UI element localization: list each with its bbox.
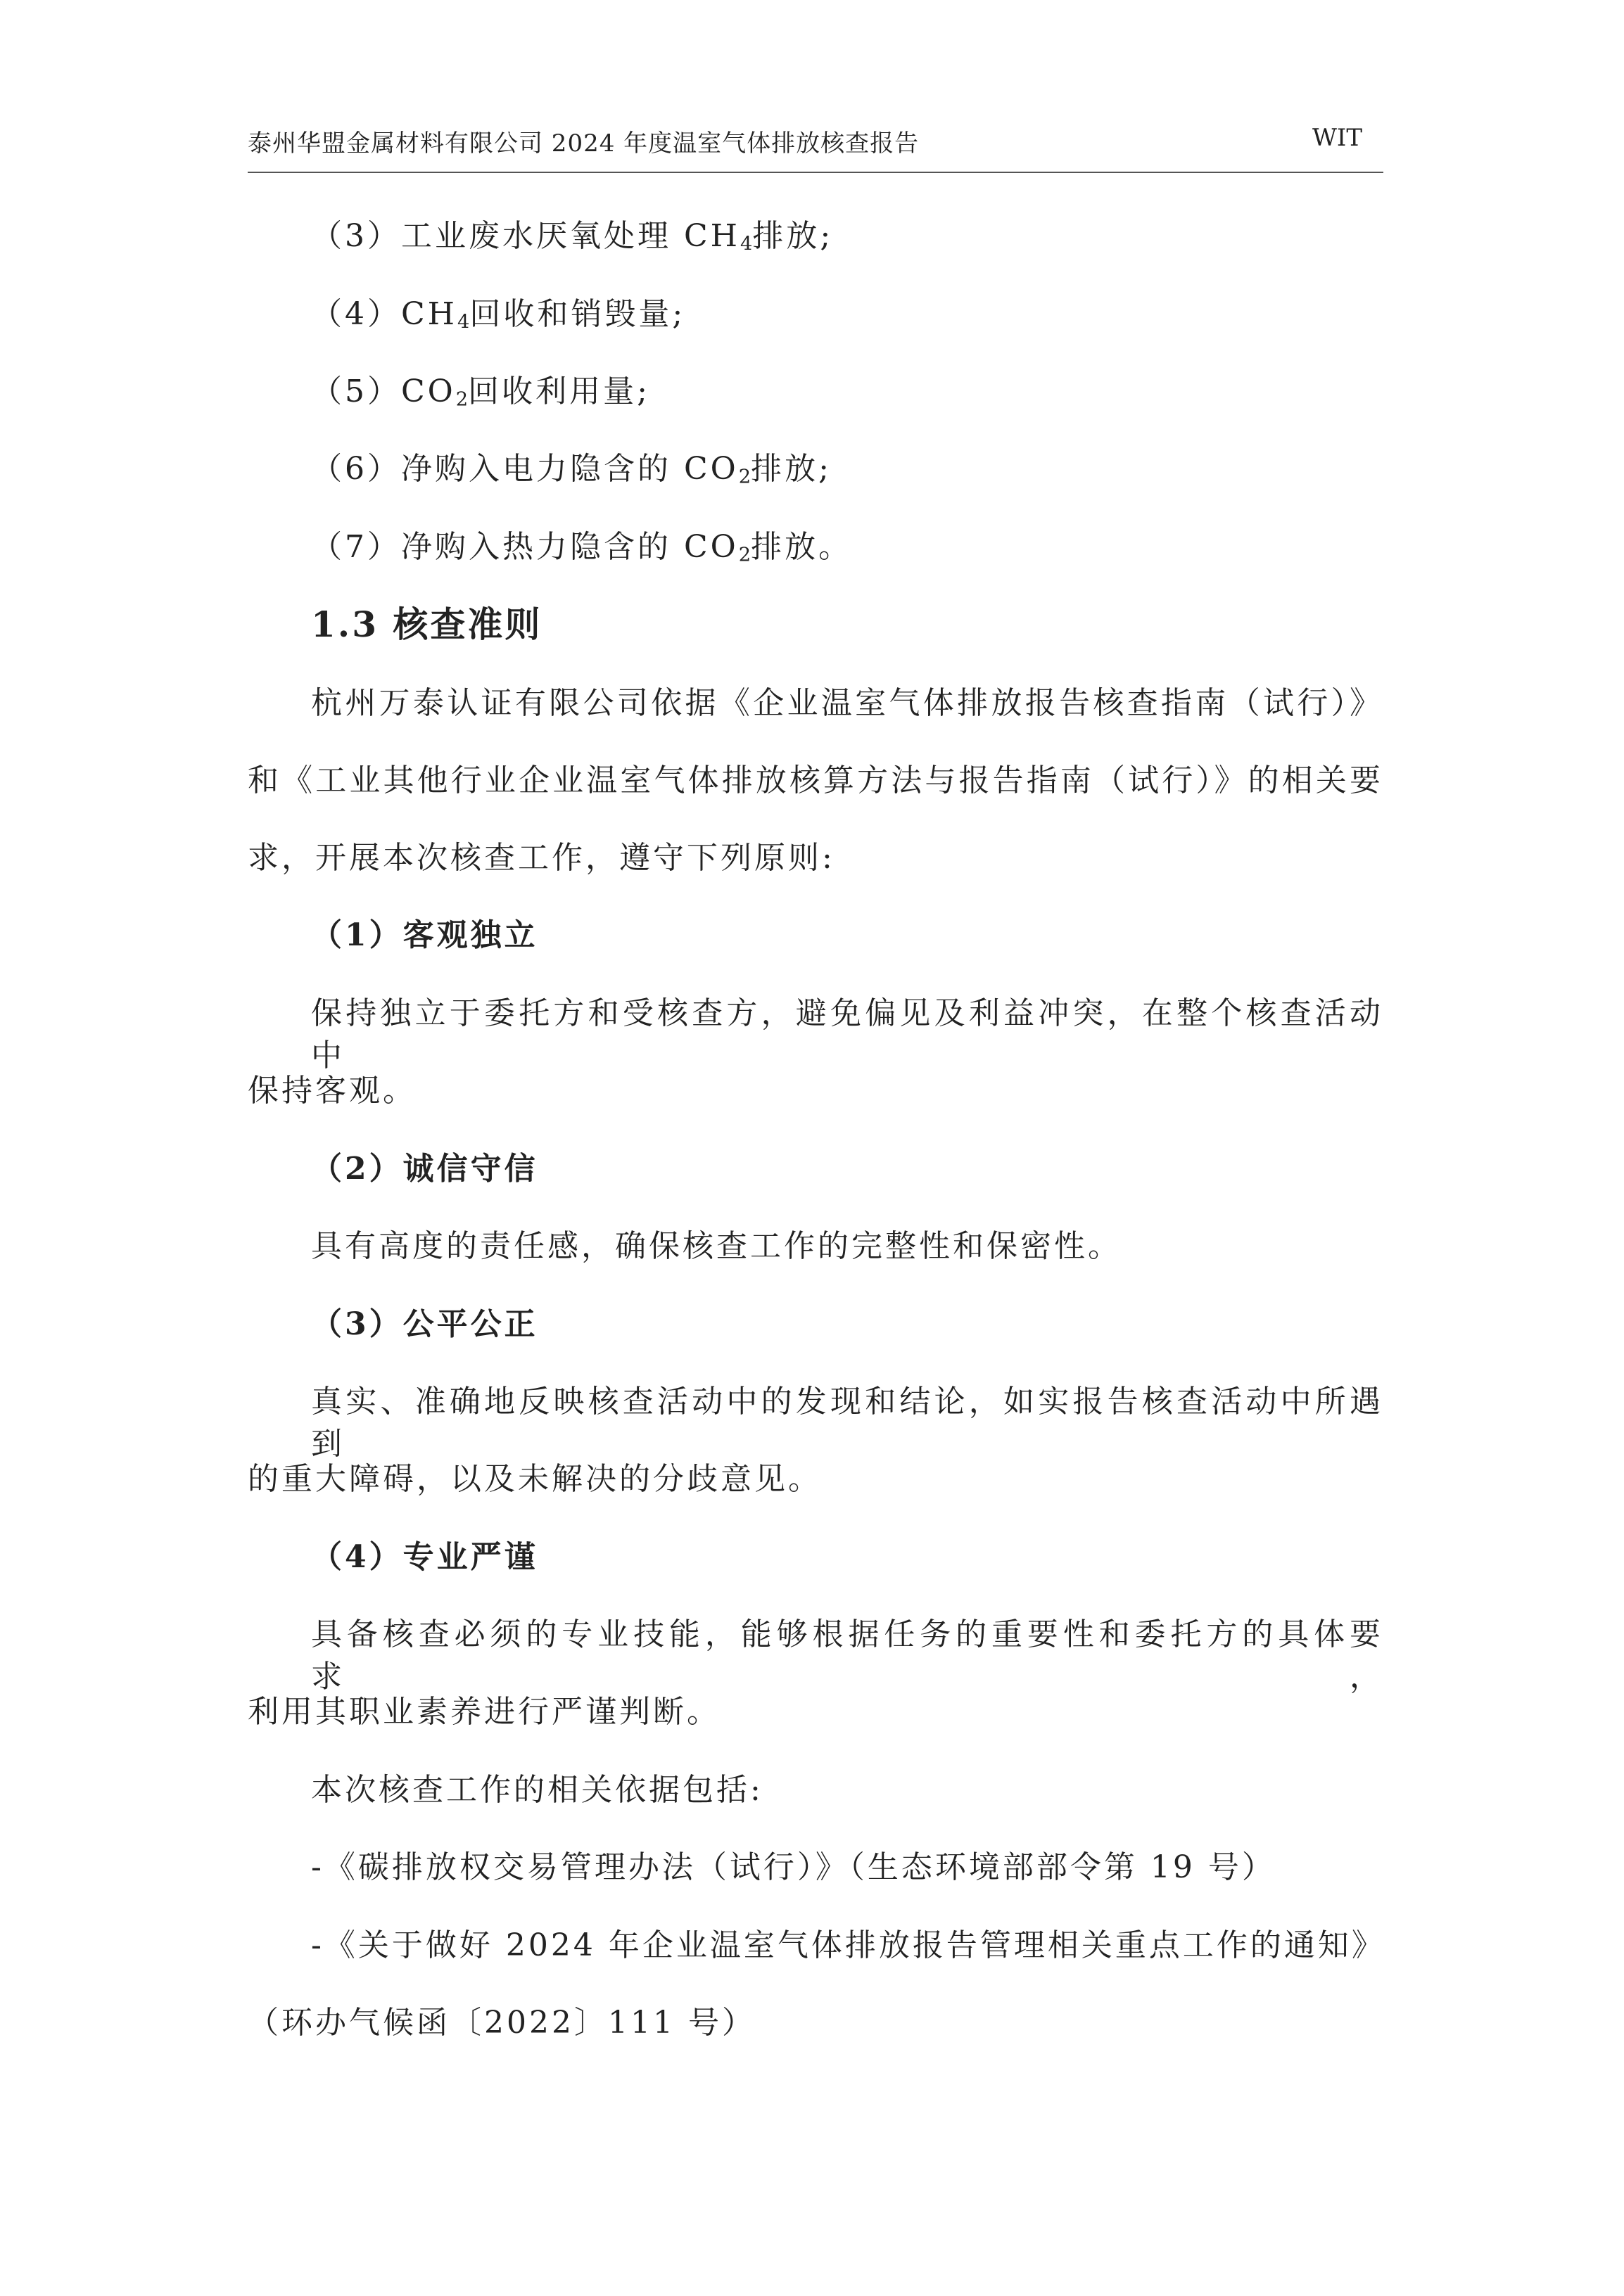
paragraph-line: 利用其职业素养进行严谨判断。 (248, 1694, 721, 1730)
paragraph-line: 保持独立于委托方和受核查方，避免偏见及利益冲突，在整个核查活动中 (311, 995, 1383, 1073)
principle-title: （2）诚信守信 (311, 1151, 538, 1187)
paragraph-line: 具备核查必须的专业技能，能够根据任务的重要性和委托方的具体要求， (311, 1616, 1383, 1695)
paragraph-line: 本次核查工作的相关依据包括: (311, 1772, 763, 1808)
header-code: WIT (1312, 124, 1362, 152)
basis-item: （环办气候函〔2022〕111 号） (248, 2005, 756, 2041)
page-header (248, 121, 1383, 173)
scope-item: （6）净购入电力隐含的 $CO_2$排放; (311, 451, 832, 488)
principle-title: （1）客观独立 (311, 917, 538, 953)
scope-item: （3）工业废水厌氧处理 $CH_4$排放; (311, 218, 834, 255)
basis-item: -《关于做好 2024 年企业温室气体排放报告管理相关重点工作的通知》 (311, 1927, 1385, 1963)
paragraph-line: 和《工业其他行业企业温室气体排放核算方法与报告指南（试行）》的相关要 (248, 763, 1383, 798)
paragraph-line: 真实、准确地反映核查活动中的发现和结论，如实报告核查活动中所遇到 (311, 1384, 1383, 1462)
scope-item: $(4)CH_4$回收和销毁量; (311, 296, 686, 333)
scope-item: （7）净购入热力隐含的 $CO_2$排放。 (311, 529, 853, 566)
scope-item: $(5)CO_2$回收利用量; (311, 374, 650, 411)
paragraph-line: 求，开展本次核查工作，遵守下列原则: (248, 840, 835, 876)
section-heading: 1.3 核查准则 (311, 604, 543, 645)
header-title: 泰州华盟金属材料有限公司 2024 年度温室气体排放核查报告 (248, 129, 920, 158)
paragraph-line: 杭州万泰认证有限公司依据《企业温室气体排放报告核查指南（试行）》 (311, 685, 1383, 721)
principle-title: （4）专业严谨 (311, 1539, 538, 1575)
principle-title: （3）公平公正 (311, 1306, 538, 1342)
paragraph-line: 具有高度的责任感，确保核查工作的完整性和保密性。 (311, 1228, 1122, 1264)
basis-item: -《碳排放权交易管理办法（试行）》（生态环境部部令第 19 号） (311, 1849, 1276, 1885)
paragraph-line: 保持客观。 (248, 1073, 417, 1109)
paragraph-line: 的重大障碍，以及未解决的分歧意见。 (248, 1461, 822, 1497)
